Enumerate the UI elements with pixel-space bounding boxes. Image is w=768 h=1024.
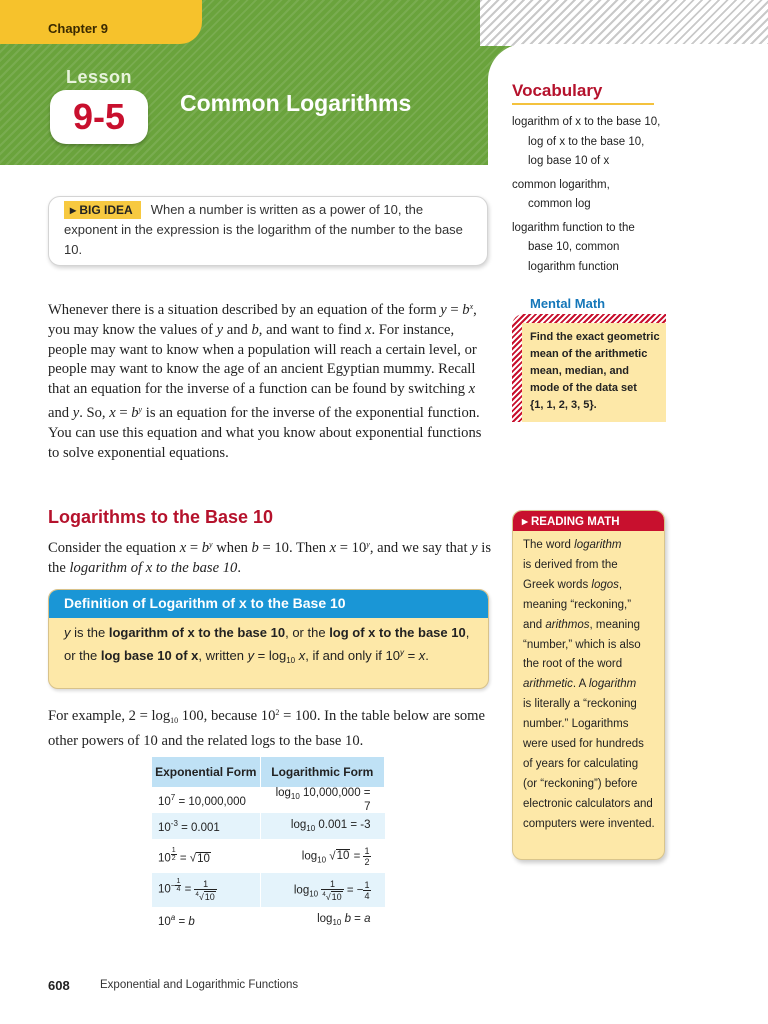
table-cell-log: $\log_{10} √10$ = $\frac{1}{2}$ — [260, 839, 385, 873]
reading-math-line: is literally a “reckoning — [523, 698, 637, 711]
reading-math-line: number.” Logarithms — [523, 718, 629, 731]
reading-math-line: is derived from the — [523, 558, 618, 571]
reading-math-line: meaning “reckoning,” — [523, 598, 632, 611]
table-cell-log: $\log_{10} 0.001 = -3$ — [260, 813, 385, 839]
vocabulary-title: Vocabulary — [512, 81, 603, 100]
lesson-label: Lesson — [66, 67, 133, 87]
table-row — [152, 839, 385, 873]
table-row — [152, 907, 385, 933]
table-cell-exp: $10^7 = 10,000,000$ — [152, 787, 260, 813]
vocabulary-item: common logarithm, common log — [512, 178, 610, 210]
lesson-number: 9-5 — [72, 96, 126, 137]
table-header-exponential: Exponential Form — [152, 757, 260, 787]
table-cell-log: $\log_{10} 10,000,000 = 7$ — [260, 787, 385, 813]
table-row — [152, 873, 385, 907]
table-header-logarithmic: Logarithmic Form — [260, 757, 385, 787]
reading-math-line: and arithmos, meaning — [523, 618, 641, 631]
table-cell-exp: $10^{-3} = 0.001$ — [152, 813, 260, 839]
mental-math-stripes — [512, 314, 666, 323]
table-cell-log: $\log_{10} b = a$ — [260, 907, 385, 933]
reading-math-line: the root of the word — [523, 658, 623, 671]
lesson-title: Common Logarithms — [180, 90, 412, 116]
mental-math-text: Find the exact geometric mean of the arithmetic mean, median, and mode of the data set {1, 1, 2, 3, 5}. — [530, 331, 660, 411]
definition-box — [48, 589, 489, 689]
vocabulary-divider — [512, 103, 654, 105]
vocabulary-list — [512, 113, 712, 281]
reading-math-line: (or “reckoning”) before — [523, 777, 638, 790]
mental-math-title: Mental Math — [530, 296, 606, 311]
footer-title: Exponential and Logarithmic Functions — [100, 979, 299, 991]
reading-math-text — [513, 531, 664, 835]
log-table — [152, 757, 385, 933]
reading-math-box — [512, 510, 665, 860]
reading-math-line: Greek words logos, — [523, 578, 623, 591]
reading-math-line: The word logarithm — [523, 539, 622, 551]
reading-math-line: electronic calculators and — [523, 797, 653, 810]
intro-paragraph: Whenever there is a situation described by an equation of the form $y = b^x$, you may know the values of y and b, and want to find x. For instance, people may want to know when a population will reach a certain level, or people may want to know the age of an ancient Egyptian mummy. Recall that an equation for the inverse of a function can be found by switching x and y. So, $x = b^y$ is an equation for the inverse of the exponential function. You can use this equation and what you know about exponential functions to solve exponential equations. — [48, 302, 482, 461]
page-number: 608 — [48, 978, 70, 993]
big-idea-tag: ▸ BIG IDEA — [64, 201, 141, 219]
table-cell-exp: 10 $^{\frac{1}{2}}$ = √10 — [152, 839, 260, 873]
table-cell-exp: $10^{- \frac{1}{4}}$ = $\frac{1}{^4√10}$ — [152, 873, 260, 907]
table-row — [152, 787, 385, 813]
reading-math-line: computers were invented. — [523, 817, 655, 830]
consider-paragraph: Consider the equation $x = b^y$ when b = 10. Then $x = 10^y$, and we say that y is the logarithm of x to the base 10. — [48, 540, 492, 576]
table-row — [152, 813, 385, 839]
table-cell-log: $\log_{10}$ $\frac{1}{^4√10}$ = − $\frac{1}{4}$ — [260, 873, 385, 907]
definition-body: y is the logarithm of x to the base 10, or the log of x to the base 10, or the log base 10 of x, written $y = \log_{10} x$, if and only if $10^y = x$. — [64, 625, 470, 665]
definition-title: Definition of Logarithm of x to the Base 10 — [49, 590, 488, 618]
mental-math-box — [512, 314, 666, 422]
reading-math-line: of years for calculating — [523, 757, 639, 770]
vocabulary-item: logarithm function to the base 10, common logarithm function — [512, 221, 635, 273]
big-idea-text: When a number is written as a power of 10, the exponent in the expression is the logarithm of the number to the base 10. — [64, 202, 463, 257]
reading-math-line: were used for hundreds — [523, 738, 644, 751]
chapter-label: Chapter 9 — [48, 21, 108, 36]
table-cell-exp: $10^a = b$ — [152, 907, 260, 933]
reading-math-line: “number,” which is also — [523, 638, 641, 651]
section-heading: Logarithms to the Base 10 — [48, 507, 274, 527]
vocabulary-item: logarithm of x to the base 10, log of x to the base 10, log base 10 of x — [512, 116, 661, 167]
header-stripes — [480, 0, 768, 46]
example-paragraph: For example, $2 = \log_{10} 100$, because $10^2 = 100$. In the table below are some other powers of 10 and the related logs to the base 10. — [48, 708, 486, 749]
reading-math-title: ▸ READING MATH — [513, 511, 664, 531]
reading-math-line: arithmetic. A logarithm — [523, 678, 637, 691]
mental-math-edge — [512, 314, 522, 422]
lesson-badge — [50, 90, 148, 144]
big-idea-box — [48, 196, 488, 266]
